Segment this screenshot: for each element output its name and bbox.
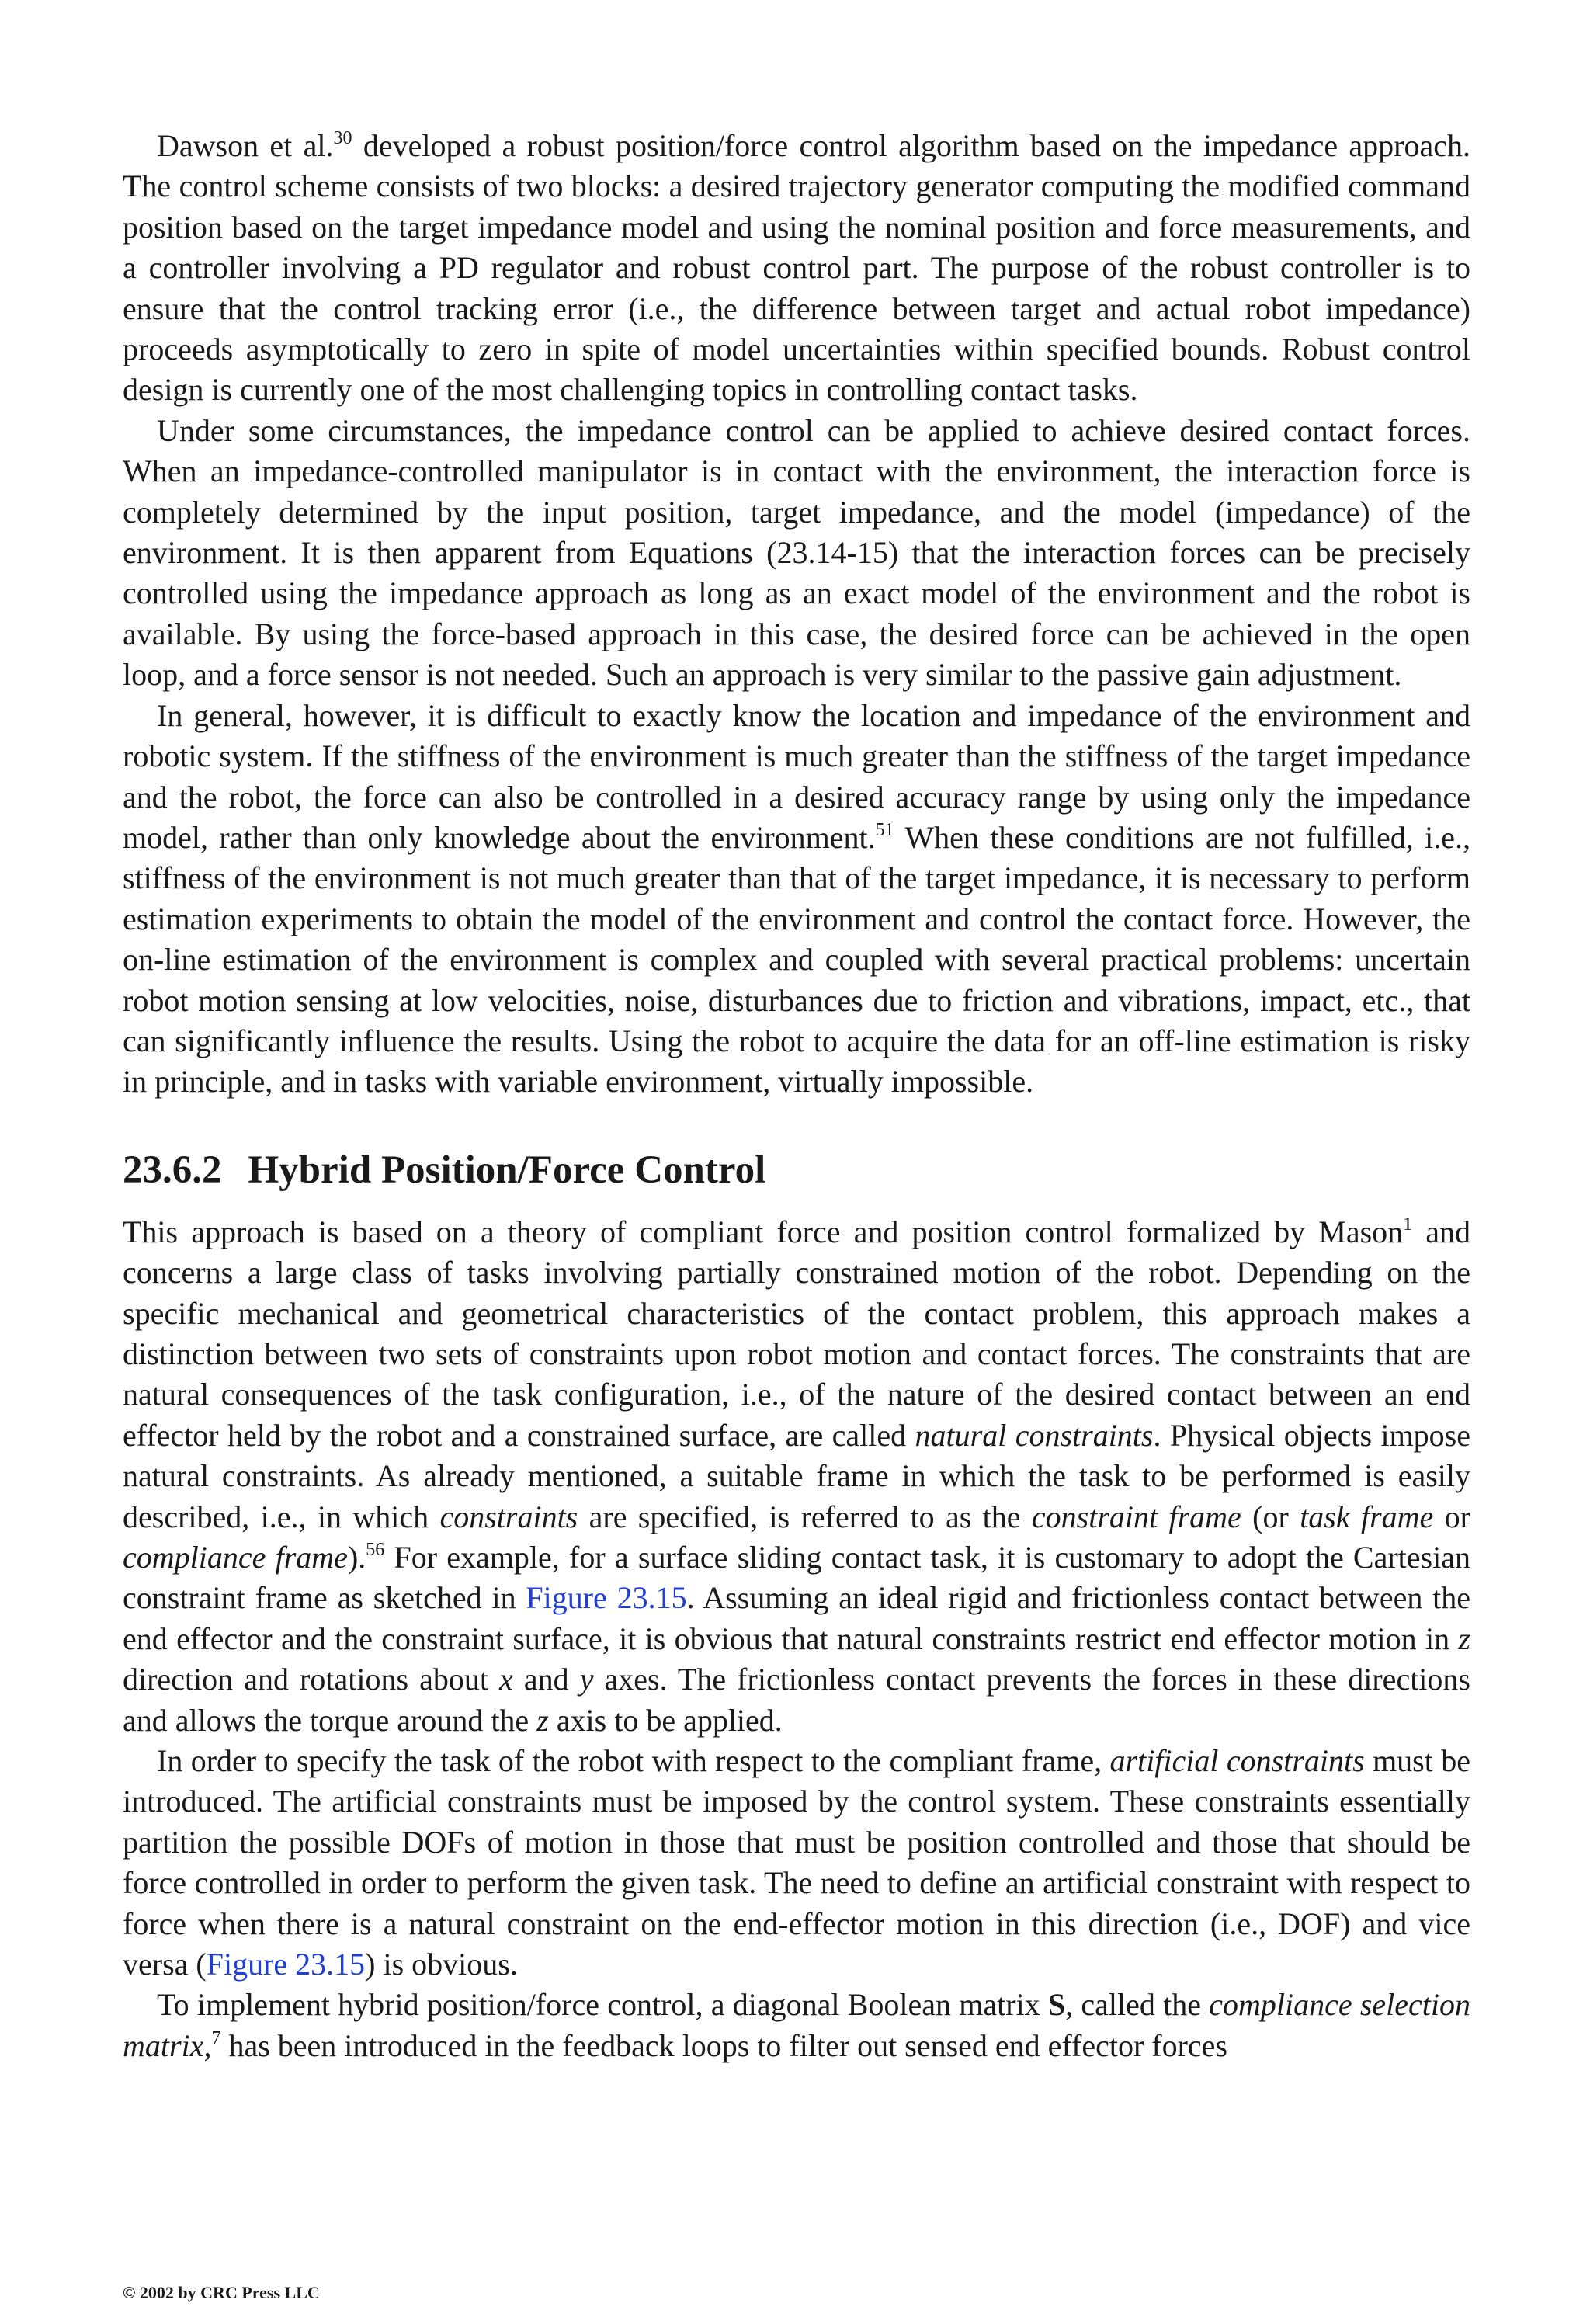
citation-ref[interactable]: 1	[1403, 1214, 1413, 1235]
paragraph-6: To implement hybrid position/force control, a diagonal Boolean matrix S, called the compliance selection matrix,$^7$ has been introduced in the feedback loops to filter out sensed end effector forces	[123, 1987, 1471, 2063]
section-number: 23.6.2	[123, 1148, 222, 1192]
citation-ref[interactable]: 51	[875, 819, 894, 840]
citation-ref[interactable]: 30	[333, 128, 352, 148]
figure-link[interactable]: Figure 23.15	[206, 1947, 366, 1982]
figure-link[interactable]: Figure 23.15	[526, 1580, 687, 1616]
citation-ref[interactable]: 7	[211, 2027, 221, 2048]
paragraph-5: In order to specify the task of the robot with respect to the compliant frame, artificial constraints must be introduced. The artificial constraints must be imposed by the control system. These constraints essentially partition the possible DOFs of motion in those that must be position controlled and those that should be force controlled in order to perform the given task. The need to define an artificial constraint with respect to force when there is a natural constraint on the end-effector motion in this direction (i.e., DOF) and vice versa (Figure 23.15) is obvious.	[123, 1743, 1470, 1982]
paragraph-2: Under some circumstances, the impedance control can be applied to achieve desired contact forces. When an impedance-controlled manipulator is in contact with the environment, the interaction force is completely determined by the input position, target impedance, and the model (impedance) of the environment. It is then apparent from Equations (23.14-15) that the interaction forces can be precisely controlled using the impedance approach as long as an exact model of the environment and the robot is available. By using the force-based approach in this case, the desired force can be achieved in the open loop, and a force sensor is not needed. Such an approach is very similar to the passive gain adjustment.	[123, 412, 1470, 693]
section-heading	[123, 1147, 1470, 1193]
copyright-footer: © 2002 by CRC Press LLC	[123, 2283, 320, 2302]
paragraph-3: In general, however, it is difficult to exactly know the location and impedance of the environment and robotic system. If the stiffness of the environment is much greater than the stiffness of the target impedance and the robot, the force can also be controlled in a desired accuracy range by using only the impedance model, rather than only knowledge about the environment.$^{51}$ When these conditions are not fulfilled, i.e., stiffness of the environment is not much greater than that of the target impedance, it is necessary to perform estimation experiments to obtain the model of the environment and control the contact force. However, the on-line estimation of the environment is complex and coupled with several practical problems: uncertain robot motion sensing at low velocities, noise, disturbances due to friction and vibrations, impact, etc., that can significantly influence the results. Using the robot to acquire the data for an off-line estimation is risky in principle, and in tasks with variable environment, virtually impossible.	[123, 697, 1470, 1099]
section-title: Hybrid Position/Force Control	[248, 1148, 766, 1192]
paragraph-1: Dawson et al.$^{30}$ developed a robust position/force control algorithm based on the impedance approach. The control scheme consists of two blocks: a desired trajectory generator computing the modified command position based on the target impedance model and using the nominal position and force measurements, and a controller involving a PD regulator and robust control part. The purpose of the robust controller is to ensure that the control tracking error (i.e., the difference between target and actual robot impedance) proceeds asymptotically to zero in spite of model uncertainties within specified bounds. Robust control design is currently one of the most challenging topics in controlling contact tasks.	[123, 128, 1471, 408]
paragraph-4: This approach is based on a theory of compliant force and position control formalized by Mason$^1$ and concerns a large class of tasks involving partially constrained motion of the robot. Depending on the specific mechanical and geometrical characteristics of the contact problem, this approach makes a distinction between two sets of constraints upon robot motion and contact forces. The constraints that are natural consequences of the task configuration, i.e., of the nature of the desired contact between an end effector held by the robot and a constrained surface, are called natural constraints. Physical objects impose natural constraints. As already mentioned, a suitable frame in which the task to be performed is easily described, i.e., in which constraints are specified, is referred to as the constraint frame (or task frame or compliance frame).$^{56}$ For example, for a surface sliding contact task, it is customary to adopt the Cartesian constraint frame as sketched in Figure 23.15. Assuming an ideal rigid and frictionless contact between the end effector and the constraint surface, it is obvious that natural constraints restrict end effector motion in z direction and rotations about x and y axes. The frictionless contact prevents the forces in these directions and allows the torque around the z axis to be applied.	[123, 1214, 1471, 1738]
page-content	[123, 126, 1470, 2066]
citation-ref[interactable]: 56	[366, 1540, 385, 1560]
